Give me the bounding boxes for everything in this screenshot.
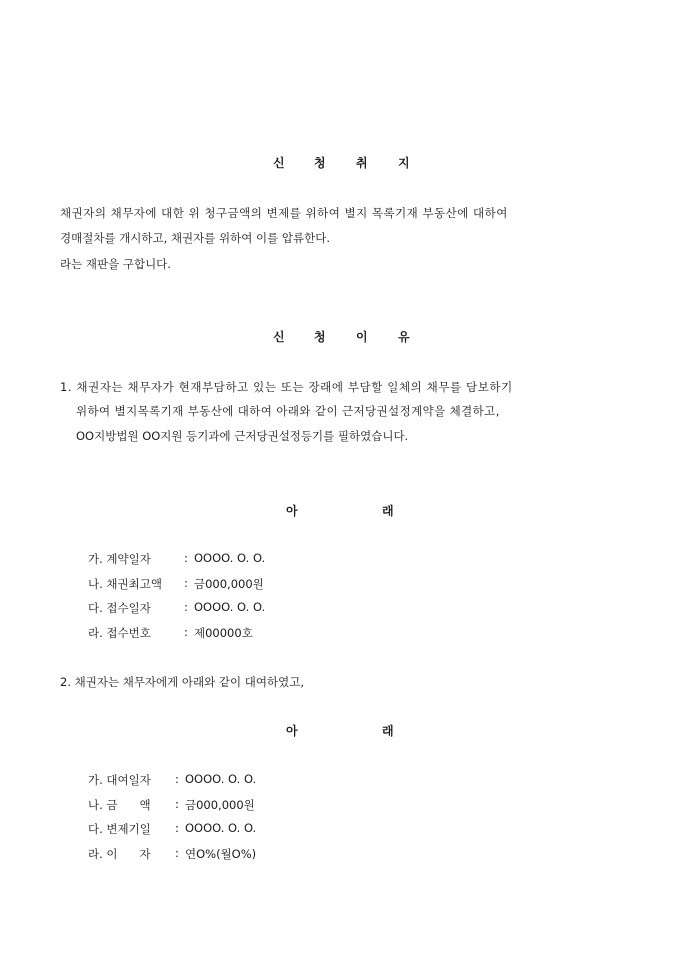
item-label: 나. 금 액 (88, 798, 151, 812)
heading-char: 이 (356, 330, 368, 344)
heading-char: 신 (273, 330, 285, 344)
purpose-line: 경매절차를 개시하고, 채권자를 위하여 이를 압류한다. (60, 231, 330, 245)
item-colon: : (175, 772, 179, 786)
purpose-line: 라는 재판을 구합니다. (60, 257, 171, 271)
purpose-line: 채권자의 채무자에 대한 위 청구금액의 변제를 위하여 별지 목록기재 부동산에 대하여 (60, 206, 508, 220)
item-value: OOOO. O. O. (185, 821, 257, 835)
item-value: OOOO. O. O. (185, 772, 257, 786)
item-colon: : (184, 600, 188, 614)
item-label: 다. 접수일자 (88, 601, 151, 615)
item-value: 연O%(월O%) (185, 847, 257, 861)
reason1-line: 위하여 별지목록기재 부동산에 대하여 아래와 같이 근저당권설정계약을 체결하고, (76, 404, 500, 418)
item-colon: : (184, 551, 188, 565)
item-label: 다. 변제기일 (88, 822, 151, 836)
heading-char: 래 (382, 724, 394, 738)
heading-char: 래 (382, 504, 394, 518)
item-value: 금000,000원 (185, 798, 255, 812)
item-label: 라. 이 자 (88, 847, 151, 861)
item-label: 가. 대여일자 (88, 773, 151, 787)
heading-char: 청 (314, 330, 326, 344)
item-label: 나. 채권최고액 (88, 577, 162, 591)
heading-char: 유 (398, 330, 410, 344)
item-label: 가. 계약일자 (88, 552, 151, 566)
item-value: 금000,000원 (194, 577, 264, 591)
heading-char: 신 (273, 156, 285, 170)
item-colon: : (175, 821, 179, 835)
item-colon: : (175, 797, 179, 811)
item-value: OOOO. O. O. (194, 551, 266, 565)
heading-char: 청 (314, 156, 326, 170)
heading-char: 아 (286, 504, 298, 518)
item-value: 제00000호 (194, 626, 253, 640)
heading-char: 아 (286, 724, 298, 738)
item-colon: : (175, 846, 179, 860)
item-value: OOOO. O. O. (194, 600, 266, 614)
reason2-line: 2. 채권자는 채무자에게 아래와 같이 대여하였고, (60, 675, 304, 689)
item-label: 라. 접수번호 (88, 626, 151, 640)
reason1-line: OO지방법원 OO지원 등기과에 근저당권설정등기를 필하였습니다. (76, 429, 409, 443)
heading-char: 지 (398, 156, 410, 170)
reason1-line: 1. 채권자는 채무자가 현재부담하고 있는 또는 장래에 부담할 일체의 채무를 담보하기 (60, 380, 513, 394)
item-colon: : (184, 625, 188, 639)
item-colon: : (184, 576, 188, 590)
heading-char: 취 (356, 156, 368, 170)
